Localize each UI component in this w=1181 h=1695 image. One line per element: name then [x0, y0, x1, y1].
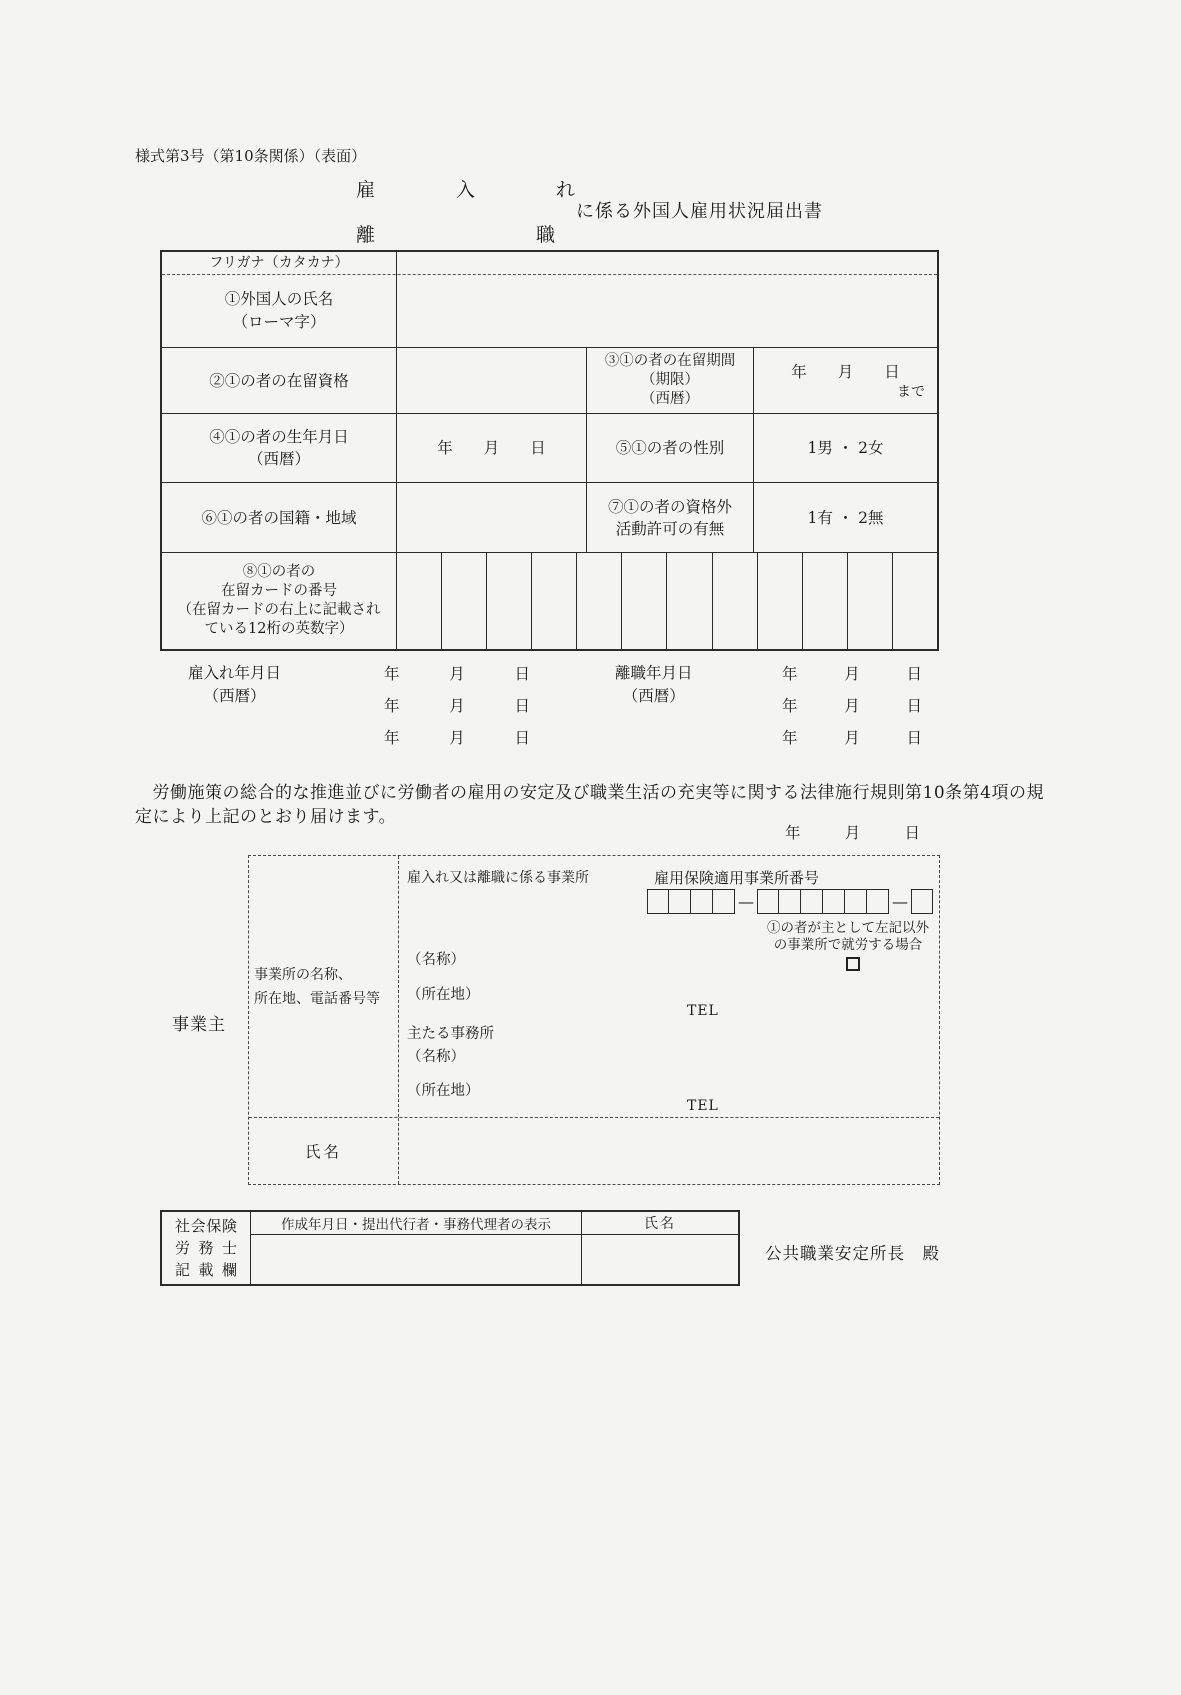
furigana-divider — [162, 274, 937, 275]
card-digit-box[interactable] — [666, 553, 711, 649]
leave-date-rows — [782, 662, 922, 758]
hire-date-row-1[interactable]: 年 月 日 — [384, 665, 530, 683]
hire-date-row-2[interactable]: 年 月 日 — [384, 697, 530, 715]
insurance-digit-box[interactable] — [801, 889, 823, 914]
leave-date-row-2[interactable]: 年 月 日 — [782, 697, 922, 715]
psa-director-label: 公共職業安定所長 殿 — [765, 1244, 940, 1263]
hire-date-rows — [384, 662, 530, 758]
employer-name-row — [249, 1118, 939, 1184]
card-digit-box[interactable] — [531, 553, 576, 649]
main-office-label: 主たる事務所 — [407, 1026, 494, 1042]
nationality-label-cell — [162, 483, 396, 552]
period-ymd-text: 年 月 日 — [791, 362, 900, 381]
card-digit-box[interactable] — [576, 553, 621, 649]
office-name-label: （名称） — [407, 952, 465, 968]
labor-consultant-fields — [251, 1212, 738, 1284]
tel-label: TEL — [687, 1003, 719, 1019]
residence-period-label: ③①の者の在留期間 （期限） （西暦） — [586, 348, 753, 413]
other-office-note: ①の者が主として左記以外 の事業所で就労する場合 — [767, 920, 929, 953]
tel-label-2: TEL — [687, 1098, 719, 1114]
declaration-text: 労働施策の総合的な推進並びに労働者の雇用の安定及び職業生活の充実等に関する法律施行規則第10条第4項の規定により上記のとおり届けます。 — [135, 783, 1044, 827]
dash-separator: — — [738, 892, 754, 911]
permission-label: ⑦①の者の資格外 活動許可の有無 — [586, 483, 753, 552]
title-leave-text: 離 職 — [356, 224, 557, 246]
permission-options[interactable]: 1有 ・ 2無 — [753, 483, 937, 552]
insurance-digit-box[interactable] — [713, 889, 735, 914]
report-date-line[interactable]: 年 月 日 — [785, 824, 920, 842]
row-birthdate-gender — [162, 413, 937, 482]
nationality-input[interactable] — [396, 483, 586, 552]
office-address-label: （所在地） — [407, 987, 480, 1003]
leave-date-row-1[interactable]: 年 月 日 — [782, 665, 922, 683]
foreigner-name-label: ①外国人の氏名 （ローマ字） — [224, 289, 334, 331]
row-furigana-name — [162, 252, 937, 347]
insurance-digit-box[interactable] — [691, 889, 713, 914]
title-suffix-text: に係る外国人雇用状況届出書 — [576, 201, 823, 222]
gender-label-cell — [586, 414, 753, 482]
card-digit-box[interactable] — [757, 553, 802, 649]
insurance-digit-box[interactable] — [911, 889, 933, 914]
preparation-input[interactable] — [251, 1235, 581, 1284]
card-digit-box[interactable] — [441, 553, 486, 649]
card-digit-box[interactable] — [892, 553, 937, 649]
residence-status-input[interactable] — [396, 348, 586, 413]
insurance-digit-box[interactable] — [669, 889, 691, 914]
insurance-box-group-3 — [911, 889, 933, 914]
row-card-number — [162, 552, 937, 649]
card-number-label: ⑧①の者の 在留カードの番号 （在留カードの右上に記載され ている12桁の英数字） — [177, 564, 381, 637]
card-digit-box[interactable] — [847, 553, 892, 649]
main-office-name-label: （名称） — [407, 1049, 465, 1065]
card-digit-box[interactable] — [712, 553, 757, 649]
birth-ymd-text: 年 月 日 — [437, 439, 546, 457]
insurance-box-group-1 — [647, 889, 735, 914]
leave-date-label: 離職年月日 （西暦） — [615, 664, 693, 705]
leave-date-row-3[interactable]: 年 月 日 — [782, 729, 922, 747]
birthdate-label: ④①の者の生年月日 （西暦） — [209, 428, 349, 468]
hire-date-label: 雇入れ年月日 （西暦） — [188, 664, 282, 705]
main-table — [160, 250, 939, 651]
insurance-digit-box[interactable] — [823, 889, 845, 914]
dash-separator: — — [892, 892, 908, 911]
insurance-digit-box[interactable] — [647, 889, 669, 914]
birthdate-input[interactable] — [396, 414, 586, 482]
row-nationality-permission — [162, 482, 937, 552]
insurance-box-group-2 — [757, 889, 889, 914]
insurance-digit-box[interactable] — [757, 889, 779, 914]
insurance-number-boxes[interactable] — [647, 889, 933, 914]
office-info-area — [399, 856, 939, 1117]
card-digit-box[interactable] — [486, 553, 531, 649]
nationality-label: ⑥①の者の国籍・地域 — [201, 508, 357, 527]
other-office-checkbox[interactable] — [846, 957, 860, 971]
consultant-body-row — [251, 1235, 738, 1284]
employer-box — [248, 855, 940, 1185]
period-made-text: まで — [897, 383, 925, 400]
residence-card-number-input[interactable] — [396, 553, 937, 649]
card-digit-box[interactable] — [397, 553, 441, 649]
labor-consultant-section — [160, 1210, 740, 1286]
gender-label: ⑤①の者の性別 — [615, 439, 725, 457]
residence-status-label-cell — [162, 348, 396, 413]
row-residence-status — [162, 347, 937, 413]
employer-name-label: 氏名 — [249, 1118, 399, 1184]
employment-dates-section — [160, 660, 940, 755]
title-hire-text: 雇 入 れ — [356, 179, 577, 201]
consultant-header-row — [251, 1212, 738, 1235]
labor-consultant-label: 社会保険 労務士 記載欄 — [162, 1212, 251, 1284]
card-digit-box[interactable] — [802, 553, 847, 649]
name-input-area[interactable] — [396, 252, 937, 347]
name-label-cell — [162, 252, 396, 347]
insurance-digit-box[interactable] — [779, 889, 801, 914]
form-number-label: 様式第3号（第10条関係）（表面） — [135, 147, 367, 165]
main-office-address-label: （所在地） — [407, 1083, 480, 1099]
furigana-label: フリガナ（カタカナ） — [209, 255, 349, 271]
preparation-header: 作成年月日・提出代行者・事務代理者の表示 — [281, 1217, 551, 1233]
residence-status-label: ②①の者の在留資格 — [209, 371, 349, 390]
office-info-label: 事業所の名称、 所在地、電話番号等 — [249, 856, 399, 1117]
employer-name-input[interactable] — [399, 1118, 939, 1184]
consultant-name-header: 氏名 — [581, 1212, 738, 1234]
employer-office-row — [249, 856, 939, 1118]
hire-date-row-3[interactable]: 年 月 日 — [384, 729, 530, 747]
residence-period-input[interactable] — [753, 348, 937, 413]
gender-options[interactable]: 1男 ・ 2女 — [753, 414, 937, 482]
consultant-name-input[interactable] — [581, 1235, 738, 1284]
card-digit-box[interactable] — [621, 553, 666, 649]
insurance-digit-box[interactable] — [845, 889, 867, 914]
employer-section-label: 事業主 — [172, 1015, 226, 1035]
office-header: 雇入れ又は離職に係る事業所 — [407, 870, 589, 886]
insurance-number-label: 雇用保険適用事業所番号 — [654, 869, 820, 887]
insurance-digit-box[interactable] — [867, 889, 889, 914]
